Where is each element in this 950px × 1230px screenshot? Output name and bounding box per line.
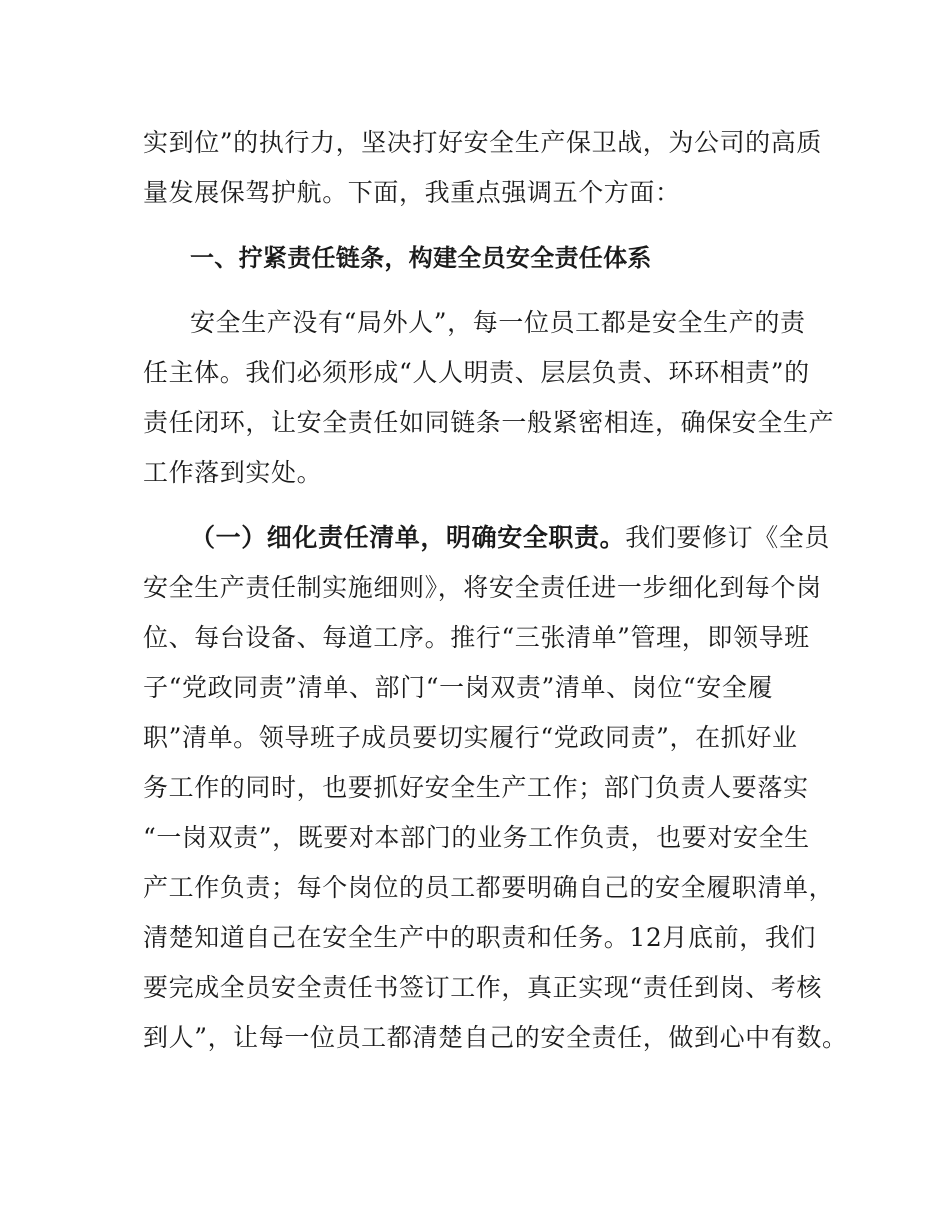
paragraph-line: 量发展保驾护航。下面，我重点强调五个方面： xyxy=(143,178,681,207)
paragraph-line: 工作落到实处。 xyxy=(143,458,323,487)
paragraph-line: 安全生产没有“局外人”，每一位员工都是安全生产的责 xyxy=(190,308,806,337)
paragraph-line: 安全生产责任制实施细则》，将安全责任进一步细化到每个岗 xyxy=(143,573,822,602)
paragraph-line: 要完成全员安全责任书签订工作，真正实现“责任到岗、考核 xyxy=(143,973,822,1002)
subsection-heading: （一）细化责任清单，明确安全职责。 xyxy=(190,523,626,552)
subsection-text: 我们要修订《全员 xyxy=(625,523,831,552)
subsection-line xyxy=(190,523,830,553)
paragraph-line: 任主体。我们必须形成“人人明责、层层负责、环环相责”的 xyxy=(143,358,810,387)
paragraph-line: 实到位”的执行力，坚决打好安全生产保卫战，为公司的高质 xyxy=(143,128,822,157)
paragraph-line: 子“党政同责”清单、部门“一岗双责”清单、岗位“安全履 xyxy=(143,673,774,702)
paragraph-line: 责任闭环，让安全责任如同链条一般紧密相连，确保安全生产 xyxy=(143,408,835,437)
section-heading: 一、拧紧责任链条，构建全员安全责任体系 xyxy=(190,244,652,272)
paragraph-line: 产工作负责；每个岗位的员工都要明确自己的安全履职清单， xyxy=(143,873,835,902)
paragraph-line: 到人”，让每一位员工都清楚自己的安全责任，做到心中有数。 xyxy=(143,1023,848,1052)
paragraph-line: 职”清单。领导班子成员要切实履行“党政同责”，在抓好业 xyxy=(143,723,798,752)
paragraph-line: 清楚知道自己在安全生产中的职责和任务。12月底前，我们 xyxy=(143,923,817,952)
paragraph-line: “一岗双责”，既要对本部门的业务工作负责，也要对安全生 xyxy=(143,823,810,852)
paragraph-line: 务工作的同时，也要抓好安全生产工作；部门负责人要落实 xyxy=(143,773,809,802)
paragraph-line: 位、每台设备、每道工序。推行“三张清单”管理，即领导班 xyxy=(143,623,810,652)
